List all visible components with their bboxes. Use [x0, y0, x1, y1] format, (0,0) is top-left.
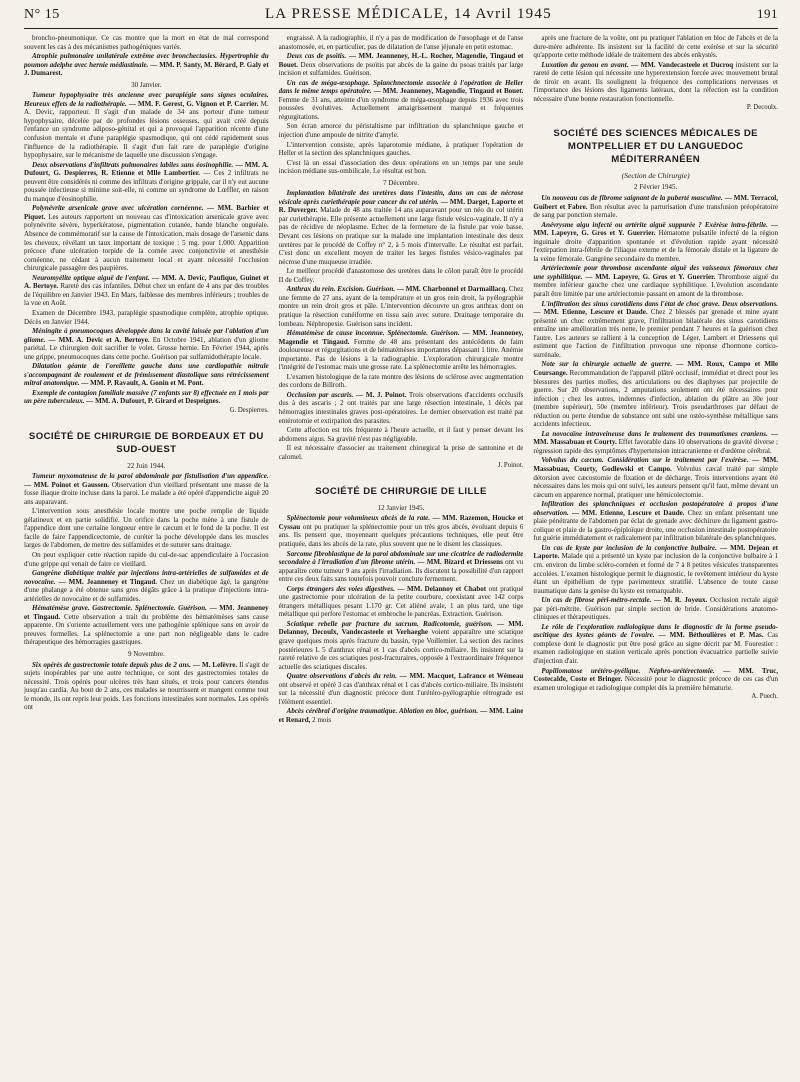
session-date: 22 Juin 1944.: [127, 461, 166, 470]
abstract: Neuromyélite optique aiguë de l'enfant. — MM. A. Devic, Paufique, Guinet et A. Bertoye. Rareté des cas infantiles. Début chez un enfant de 4 ans par des troubles de l'équilibre en Janvier 1943. En Mars, faiblesse des membres inférieurs ; troubles de la vue en Août.: [24, 273, 269, 308]
column-2: [279, 34, 524, 1074]
paragraph: engraissé. A la radiographie, il n'y a pas de modification de l'œsophage et de l'anse anastomosée, et, en particulier, pas de dilatation de l'anse jéjunale en petit estomac.: [278, 34, 524, 51]
signature: J. Poinot.: [497, 462, 524, 470]
abstract: Abcès cérébral d'origine traumatique. Ablation en bloc, guérison. — MM. Laine et Renard, 2 mois: [278, 707, 524, 724]
abstract: Deux observations d'infiltrats pulmonaires labiles sans éosinophilie. — MM. A. Dufourt, G. Despierres, R. Etienne et Mlle Lambertier. — Ces 2 infiltrats ne peuvent être considérés ni comme des infiltrats d'origine grippale, car il n'y eut aucune poussée infectieuse si minime soit-elle, ni comme un syndrome de Lœffler, en raison du manque d'éosinophilie.: [24, 160, 269, 203]
abstract: Note sur la chirurgie actuelle de guerre. — MM. Roux, Campo et Mlle Coursange. Recommandation de l'appareil plâtré occlusif, immédiat et direct pour les blessures des parties molles, des articulations ou des diaphyses par projectile de guerre. Sur 20 observations, 2 amputations seulement ont été nécessaires pour infection ; chez les autres, indemnes d'infection, ablation du plâtre au 30e jour (membre supérieur), 50e (membre inférieur). Trois pseudarthroses par défaut de réduction ou perte étendue de substance ont subi une ostéo-synthèse métallique sans accidents infectieux.: [533, 360, 779, 429]
section-heading: SOCIÉTÉ DES SCIENCES MÉDICALES DE MONTPELLIER ET DU LANGUEDOC MÉDITERRANÉEN: [553, 127, 758, 165]
abstract: Un cas de kyste par inclusion de la conjonctive bulbaire. — MM. Dejean et Laporte. Malade qui a présenté un kyste par inclusion de la conjonctive bulbaire à 1 cm. environ du limbe scléro-cornéen et formé de 7 à 8 petites vésicules transparentes accolées. L'examen histologique permit le diagnostic, le revêtement intérieur du kyste étant un épithélium de type pavimenteux stratifié. L'absence de toute cause traumatique dans la genèse du kyste est remarquable.: [533, 543, 779, 595]
signature: G. Despierres.: [229, 406, 269, 414]
paragraph: Son écran amorce du péristaltisme par infiltration du splanchnique gauche et injection d'une ampoule de nitrite d'amyle.: [278, 122, 524, 140]
abstract: Occlusion par ascaris. — M. J. Poinot. Trois observations d'accidents occlusifs dus à des ascaris ; 2 ont traités par une large résection intestinale, 1 décès par hémorragies intestinales graves post-opératoires. Le dernier observation est traité par entérotomie et extirpation des parasites.: [278, 390, 524, 425]
abstract: Exemple de contagion familiale massive (7 enfants sur 8) effectuée en 1 mois par un père tuberculeux. — MM. A. Dufourt, P. Girard et Despeignes.: [24, 388, 269, 406]
paragraph: On peut expliquer cette réaction rapide du cul-de-sac appendiculaire à l'occasion d'une grippe qui venait de faire ce vieillard.: [24, 550, 269, 568]
abstract: Anévrysme aigu infecté ou artérite aiguë suppurée ? Exérèse intra-fébrile. — MM. Lapeyre, G. Gros et Y. Guerrier. Hématome pulsatile infecté de la région inguinale droite d'apparition spontanée et d'évolution rapide ayant nécessité l'extirpation intra-fébrile de l'iliaque externe et de la fémorale distale et la ligature de la veine fémorale. Gangrène secondaire du membre.: [533, 220, 779, 263]
text-columns: [24, 34, 778, 1074]
abstract: Hématémèse de cause inconnue. Splénectomie. Guérison. — MM. Jeanneney, Magendie et Tingaud. Femme de 48 ans présentant des antécédents de faim douloureuse et régurgitations et de hématémèses importantes dépassant 1 litre. Anémie importante. Pas de lésions à la radiographie. L'exploration chirurgicale montre l'intégrité de l'estomac mais une grosse rate. La splénectomie arrête les hémorragies.: [278, 329, 524, 372]
abstract: Artériectomie pour thrombose ascendante aiguë des vaisseaux fémoraux chez une syphilitique. — MM. Lapeyre, G. Gros et Y. Guerrier. Thrombose aiguë du membre inférieur gauche chez une cardiaque syphilitique. L'évolution ascendante paraît être limitée par une artériectomie passant en amont de la thrombose.: [533, 264, 779, 299]
abstract: Papillomatose urétéro-pyélique. Néphro-urétérectomie. — MM. Truc, Costecalde, Coste et Bringer. Nécessité pour le diagnostic précoce de ces cas d'un examen urologique et radiologique complet dès la première hématurie.: [533, 666, 779, 692]
page-number: 191: [757, 6, 778, 21]
paragraph: L'examen histologique de la rate montre des lésions de sclérose avec augmentation des cordons de Billroth.: [278, 372, 524, 390]
signature: P. Decoulx.: [746, 104, 779, 112]
paragraph: L'intervention sous anesthésie locale montre une poche remplie de liquide gélatineux et en partie solidifié. Un orifice dans la poche mène à une fistule de l'appendice dont une certaine longueur entre le cæcum et le fond de la poche. Il est facile de faire l'appendicectomie, de curéter la poche développée dans les muscles larges de l'abdomen, de mettre des sulfamides et de suturer sans drainage.: [24, 507, 269, 550]
abstract: Infiltration des splanchniques et occlusion postopératoire à propos d'une observation. — MM. Etienne, Lescure et Daude. Chez un enfant présentant une plaie pénétrante de l'abdomen par éclat de grenade avec déchirure du ligament gastro-colique et plaie de la gastro-épiploïque droite, une occlusion intestinale postopératoire fut guérie immédiatement et radicalement par infiltration bilatérale des splanchniques.: [533, 500, 779, 543]
paragraph: Cette affection est très fréquente à l'heure actuelle, et il faut y penser devant les abdomens aigus. Sa gravité n'est pas négligeable.: [278, 426, 524, 443]
paragraph: C'est là un essai d'association des deux opérations en un temps par une seule incision médiane sus-ombilicale. Le résultat est bon.: [278, 158, 524, 176]
abstract: Polynévrite arsenicale grave avec ulcération cornéenne. — MM. Barbier et Piquet. Les auteurs rapportent un nouveau cas d'intoxication arsenicale grave avec polynévrite sévère, hyperkératose, pigmentation cutanée, bande blanche onguéale. Absence de commémoratif sur la cause de l'intoxication, mais dosage de l'arsenic dans les cheveux, révélant un taux important de toxique : 5 mg. pour 1.000. Apparition précoce d'une ulcération torpide de la cornée avec conjonctivite et anesthésie cornéenne, ne cédant à aucun traitement local et ayant nécessité l'occlusion chirurgicale passagère des paupières.: [24, 204, 269, 273]
section-subheading: (Section de Chirurgie): [621, 170, 690, 180]
abstract: Un cas de méga-œsophage. Splanchnectomie associée à l'opération de Heller dans le même temps opératoire. — MM. Jeanneney, Magendie, Tingaud et Bouet. Femme de 31 ans, atteinte d'un syndrome de méga-œsophage depuis 1936 avec trois poussées évolutives. Actuellement amaigrissement marqué et fréquentes régurgitations.: [278, 78, 524, 121]
session-date: 2 Février 1945.: [634, 183, 678, 192]
paragraph: Le meilleur procédé d'anastomose des uretères dans le côlon paraît être le procédé II de Coffey.: [278, 267, 524, 284]
abstract: Sciatique rebelle par fracture du sacrum. Radicotomie, guérison. — MM. Delannoy, Decoulx, Vandecasteele et Verhaeghe voient apparaître une sciatique grave quelques mois après fracture du bassin, type Voillemier. La section des racines postérieures L 5 d'anthrax rénal et 1 cas d'abcès cortico-miliaire. Ils insistent sur la rareté relative de ces sciatiques post-fracturaires, opposée à l'extraordinaire fréquence actuelle des sciatiques discales.: [278, 619, 524, 671]
session-date: 9 Novembre.: [127, 650, 165, 658]
abstract: Un nouveau cas de fibrome saignant de la puberté masculine. — MM. Terracol, Guibert et Fabre. Bon résultat avec la parturisation d'une transfusion préopératoire de sang par ponction sternale.: [533, 194, 779, 220]
issue-number: N° 15: [24, 7, 60, 22]
abstract: Tumeur myxomateuse de la paroi abdominale par fistulisation d'un appendice. — MM. Poinot et Gaussen. Observation d'un vieillard présentant une masse de la fosse iliaque droite incluse dans la paroi. Le malade a été opéré d'appendicite aiguë 20 ans auparavant.: [24, 472, 269, 506]
journal-title: LA PRESSE MÉDICALE, 14 Avril 1945: [264, 6, 552, 22]
page-header: [24, 6, 778, 29]
abstract: Le rôle de l'exploration radiologique dans le diagnostic de la forme pseudo-ascitique des kystes géants de l'ovaire. — MM. Béthoulières et P. Mas. Cas complexe dont le diagnostic put être posé grâce au signe décrit par M. Fourestier : examen radiologique en station verticale après ponction évacuatrice partielle suivie d'injection d'air.: [533, 622, 779, 665]
column-3: [533, 34, 778, 1074]
abstract: Atrophie pulmonaire unilatérale extrême avec bronchectasies. Hypertrophie du poumon adelphe avec hernie médiastinale. — MM. P. Santy, M. Bérard, P. Galy et J. Dumarest.: [24, 52, 269, 78]
abstract: Splénectomie pour volumineux abcès de la rate. — MM. Razemon, Houcke et Cyssau ont pu pratiquer la splénectomie pour un très gros abcès, évoluant depuis 6 ans. Ils pensent que, moyennant quelques précautions techniques, elle peut être pratiquée, dans les abcès de la rate, plus souvent que ne le disent les classiques.: [278, 514, 524, 548]
session-date: 7 Décembre.: [383, 178, 419, 187]
abstract: Deux cas de psoïtis. — MM. Jeanneney, H.-L. Rocher, Magendie, Tingaud et Bouet. Deux observations de psoïtis par abcès de la gaine du psoas traités par large incision et sulfamides. Guérison.: [278, 52, 524, 78]
paragraph: Examen de Décembre 1943, paraplégie spasmodique complète, atrophie optique. Décès en Janvier 1944.: [24, 308, 269, 326]
signature: A. Puech.: [751, 693, 779, 701]
abstract: Corps étrangers des voies digestives. — MM. Delannoy et Chabot ont pratiqué une gastrectomie pour ulcération de la petite courbure, coexistant avec 142 corps étrangers métalliques pesant 1.170 gr. Cet aliéné avale, 1 an plus tard, une tige métallique qui perfore l'estomac et embroche le pancréas. Extraction. Guérison.: [278, 584, 524, 619]
section-heading: SOCIÉTÉ DE CHIRURGIE DE LILLE: [315, 485, 487, 497]
paragraph: Il est nécessaire d'associer au traitement chirurgical la prise de santonine et de calomel.: [278, 444, 524, 461]
abstract: Implantation bilatérale des uretères dans l'intestin, dans un cas de nécrose vésicale après curiethérapie pour cancer du col utérin. — MM. Darget, Laporte et R. Duverger. Malade de 48 ans traitée 14 ans auparavant pour un néo du col utérin par curiethérapie. Elle présente actuellement une large fistule vésico-vaginale. Il n'y a pas de récidive de néoplasme. Echec de la fermeture de la fistule par voie basse. Devant ces lésions on pratique sur la malade une implantation intestinale des deux uretères par le procédé de Coffey n° 2, à 5 mois d'intervalle. Le résultat est parfait. C'est donc un excellent moyen de traiter les larges fistules vésico-vaginales par nécrose d'une muqueuse irradiée.: [278, 189, 524, 266]
abstract: Dilatation géante de l'oreillette gauche dans une cardiopathie mitrale s'accompagnant de roulement et de frémissement diastolique sans rétrécissement mitral anatomique. — MM. P. Ravault, A. Gonin et M. Pont.: [24, 362, 269, 388]
abstract: Sarcome fibroblastique de la paroi abdominale sur une cicatrice de radiodermite secondaire à l'irradiation d'un fibrome utérin. — MM. Bizard et Driessens ont vu apparaître cette tumeur 9 ans après l'irradiation. Ils discutent la possibilité d'un rapport entre ces deux faits sans toutefois pouvoir conclure fermement.: [278, 549, 524, 584]
session-date: 30 Janvier.: [131, 80, 162, 89]
paragraph: L'intervention consiste, après laparotomie médiane, à pratiquer l'opération de Heller et la section des splanchniques gauches.: [278, 140, 524, 158]
abstract: Tumeur hypophysaire très ancienne avec paraplégie sans signes oculaires. Heureux effets de la radiothérapie. — MM. F. Gerest, G. Vignon et P. Carrier. M. A. Devic, rapporteur. Il s'agit d'un malade de 34 ans porteur d'une tumeur hypophysaire, décelée par de profondes lésions osseuses, qui avait créé depuis l'enfance un syndrome adiposo-génital et qui a provoqué l'apparition récente d'une confusion mentale et d'une paraplégie spasmodique, qui ont cédé rapidement sous l'influence de la radiothérapie. Il s'agit d'un fait rare de paraplégie d'origine hypophysaire, sur le mécanisme de laquelle une discussion s'engage.: [24, 91, 269, 160]
abstract: Anthrax du rein. Excision. Guérison. — MM. Charbonnel et Darmaillacq. Chez une femme de 27 ans, ayant de la température et un gros rein droit, la pyélographie montre un rein droit gros et pâle. L'intervention découvre un gros anthrax dont on pratique la résection cunéiforme en tissu sain avec suture. Drainage temporaire du lombeau. Néphropexie. Guérison sans incident.: [278, 285, 524, 328]
abstract: La novocaïne intraveineuse dans le traitement des traumatismes craniens. — MM. Massabuau et Courty. Effet favorable dans 10 observations de gravité diverse ; régression rapide des symptômes d'hypertension intracranienne et d'œdème cérébral.: [533, 429, 779, 455]
paragraph: après une fracture de la voûte, ont pu pratiquer l'ablation en bloc de l'abcès et de la dure-mère adhérente. Ils insistent sur la facilité de cette exérèse et sur la sécurité qu'apporte cette méthode idéale de traitement des abcès enkystés.: [533, 34, 779, 60]
abstract: Un cas de fibrose péri-métro-rectale. — M. R. Joyeux. Occlusion rectale aiguë par péri-métrite. Guérison par simple section de bride. Considérations anatomo-cliniques et thérapeutiques.: [533, 596, 779, 622]
abstract: Hématémèse grave. Gastrectomie. Splénectomie. Guérison. — MM. Jeanneney et Tingaud. Cette observation a trait du problème des hématémèses sans cause apparente. On s'oriente actuellement vers une pathogénie splénique sans en avoir de preuves formelles. La splénectomie a une part non négligeable dans le cadre thérapeutique des hémorragies gastriques.: [24, 604, 269, 647]
abstract: Méningite à pneumocoques développée dans la cavité laissée par l'ablation d'un gliome. — MM. A. Devic et A. Bertoye. En Octobre 1941, ablation d'un gliome pariétal. Le chirurgien doit sacrifier le volet. Grosse hernie. En Février 1944, après une grippe, pneumocoques dans cette poche. Guérison par sulfamidothérapie locale.: [24, 327, 269, 361]
section-heading: SOCIÉTÉ DE CHIRURGIE DE BORDEAUX ET DU SUD-OUEST: [28, 430, 264, 455]
paragraph: broncho-pneumonique. Ce cas montre que la mort en état de mal correspond souvent les cas à des mécanismes pathogéniques variés.: [24, 34, 269, 51]
abstract: Volvulus du cæcum. Considération sur le traitement par l'exérèse. — MM. Massabuau, Courty, Godlewski et Campo. Volvulus cæcal traité par simple détorsion avec cæcostomie de fixation et de décharge. Trois interventions ayant été nécessaires dans les mois qui ont suivi, les auteurs pensent qu'il faut, même devant un cæcum en apparence normal, pratiquer une hémicolectomie.: [533, 456, 779, 499]
abstract: Gangrène diabétique traitée par injections intra-artérielles de sulfamides et de novocaïne. — MM. Jeanneney et Tingaud. Chez un diabétique âgé, la gangrène d'une phalange a été obtenue sans gros dégâts grâce à la pratique d'injections intra-artérielles de novocaïne et de sulfamides.: [24, 569, 269, 603]
abstract: L'infiltration des sinus carotidiens dans l'état de choc grave. Deux observations. — MM. Etienne, Lescure et Daude. Chez 2 blessés par grenade et mine ayant présenté un choc extrêmement grave, l'infiltration bilatérale des sinus carotidiens entraîne une amélioration très nette, le premier pendant 7 heures et la guérison chez l'autre. Les auteurs se rallient à la conception de Léger, Lambert et Driessens qui estiment que l'action de l'infiltration provoque une réponse d'hormone cortico-surrénale.: [533, 299, 779, 359]
session-date: 12 Janvier 1945.: [377, 503, 425, 512]
abstract: Luxation du genou en avant. — MM. Vandecasteele et Ducroq insistent sur la rareté de cette lésion qui nécessite une hyperextension forcée avec mouvement brutal de tiroir en avant. Ils soulignent la fréquence des complications nerveuses et l'importance des lésions des ligaments latéraux, dont la réfection est la condition nécessaire d'une bonne restauration fonctionnelle.: [533, 60, 779, 103]
abstract: Quatre observations d'abcès du rein. — MM. Macquet, Lafrance et Wémeau ont observé et opéré 3 cas d'anthrax rénal et 1 cas d'abcès cortico-miliaire. Ils insistent sur la nécessité d'un diagnostic précoce dont l'urétéro-pyélographie rétrograde est l'élément essentiel.: [278, 672, 524, 706]
abstract: Six opérés de gastrectomie totale depuis plus de 2 ans. — M. Lefèvre. Il s'agit de sujets inopérables par une autre technique, ce sont des gastrectomies totales de nécessité. Trois opérés pour ulcères très haut situés, et trois pour cancers étendus jusqu'au cardia. Au bout de 2 ans, ces malades se nourrissent et mangent comme tout le monde, ils ont repris leur poids. Les fonctions intestinales sont normales. Les opérés ont: [24, 660, 269, 712]
column-1: [24, 34, 269, 1074]
